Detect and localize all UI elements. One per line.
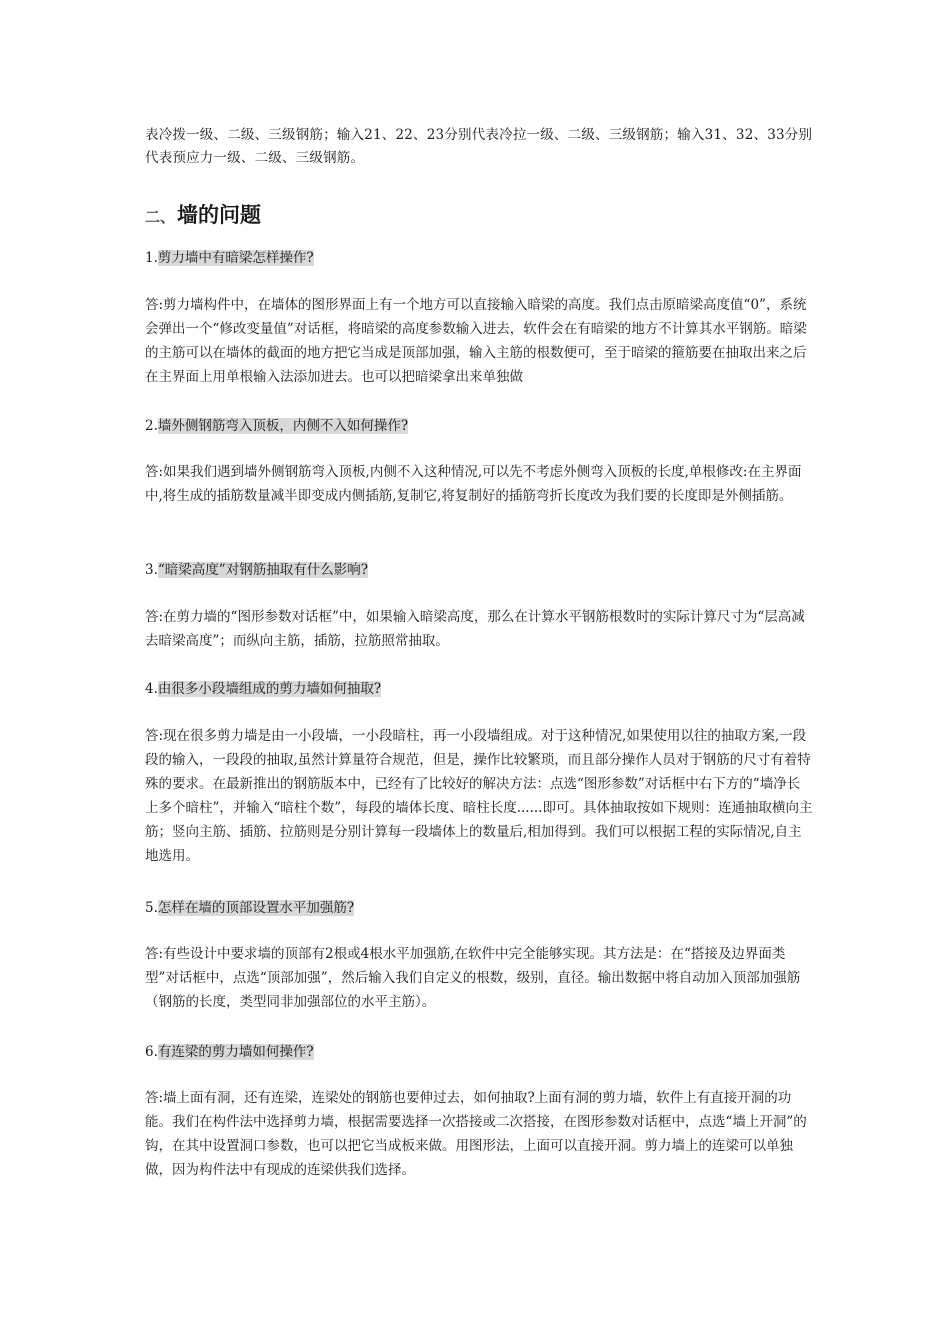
- section-number: 二、: [145, 208, 176, 226]
- question-text: 剪力墙中有暗梁怎样操作?: [157, 250, 314, 266]
- question-3: [145, 560, 368, 580]
- question-text: 怎样在墙的顶部设置水平加强筋?: [157, 900, 355, 916]
- question-1: [145, 248, 314, 268]
- answer-2: 答:如果我们遇到墙外侧钢筋弯入顶板,内侧不入这种情况,可以先不考虑外侧弯入顶板的长度,单根修改:在主界面中,将生成的插筋数量减半即变成内侧插筋,复制它,将复制好的插筋弯折长度改为我们要的长度即是外侧插筋。: [145, 464, 802, 504]
- question-number: 6.: [145, 1044, 158, 1060]
- question-number: 2.: [145, 418, 158, 434]
- answer-5: 答:有些设计中要求墙的顶部有2根或4根水平加强筋,在软件中完全能够实现。其方法是：在“搭接及边界面类型”对话框中，点选“顶部加强”，然后输入我们自定义的根数，级别，直径。输出数据中将自动加入顶部加强筋（钢筋的长度，类型同非加强部位的水平主筋）。: [145, 946, 801, 1010]
- answer-6: 答:墙上面有洞，还有连梁，连梁处的钢筋也要伸过去，如何抽取?上面有洞的剪力墙，软件上有直接开洞的功能。我们在构件法中选择剪力墙，根据需要选择一次搭接或二次搭接，在图形参数对话框中，点选“墙上开洞”的钩，在其中设置洞口参数，也可以把它当成板来做。用图形法，上面可以直接开洞。剪力墙上的连梁可以单独做，因为构件法中有现成的连梁供我们选择。: [145, 1090, 807, 1178]
- section-title: 墙的问题: [177, 203, 262, 227]
- answer-4: 答:现在很多剪力墙是由一小段墙，一小段暗柱，再一小段墙组成。对于这种情况,如果使用以往的抽取方案,一段段的输入，一段段的抽取,虽然计算量符合规范，但是，操作比较繁琐，而且部分操作人员对于钢筋的尺寸有着特殊的要求。在最新推出的钢筋版本中，已经有了比较好的解决方法：点选“图形参数”对话框中右下方的“墙净长上多个暗柱”，并输入“暗柱个数”，每段的墙体长度、暗柱长度......即可。具体抽取按如下规则：连通抽取横向主筋；竖向主筋、插筋、拉筋则是分别计算每一段墙体上的数量后,相加得到。我们可以根据工程的实际情况,自主地选用。: [145, 728, 813, 864]
- question-number: 5.: [145, 900, 158, 916]
- question-4: [145, 679, 381, 699]
- question-text: 有连梁的剪力墙如何操作?: [157, 1044, 314, 1060]
- intro-paragraph: 表冷拨一级、二级、三级钢筋；输入21、22、23分别代表冷拉一级、二级、三级钢筋；输入31、32、33分别代表预应力一级、二级、三级钢筋。: [145, 127, 813, 166]
- answer-3: 答:在剪力墙的“图形参数对话框”中，如果输入暗梁高度，那么在计算水平钢筋根数时的实际计算尺寸为“层高减去暗梁高度”；而纵向主筋，插筋，拉筋照常抽取。: [145, 609, 805, 649]
- question-text: 由很多小段墙组成的剪力墙如何抽取?: [157, 681, 382, 697]
- question-2: [145, 416, 408, 436]
- question-number: 4.: [145, 681, 158, 697]
- document-page: [145, 124, 813, 1178]
- question-number: 3.: [145, 562, 158, 578]
- question-5: [145, 898, 354, 918]
- question-text: 墙外侧钢筋弯入顶板，内侧不入如何操作?: [157, 418, 409, 434]
- question-text: “暗梁高度”对钢筋抽取有什么影响?: [157, 562, 368, 578]
- question-number: 1.: [145, 250, 158, 266]
- section-heading: [145, 202, 813, 230]
- question-6: [145, 1042, 314, 1062]
- answer-1: 答:剪力墙构件中，在墙体的图形界面上有一个地方可以直接输入暗梁的高度。我们点击原暗梁高度值“0”，系统会弹出一个“修改变量值”对话框，将暗梁的高度参数输入进去，软件会在有暗梁的地方不计算其水平钢筋。暗梁的主筋可以在墙体的截面的地方把它当成是顶部加强，输入主筋的根数便可，至于暗梁的箍筋要在抽取出来之后在主界面上用单根输入法添加进去。也可以把暗梁拿出来单独做: [145, 297, 807, 385]
